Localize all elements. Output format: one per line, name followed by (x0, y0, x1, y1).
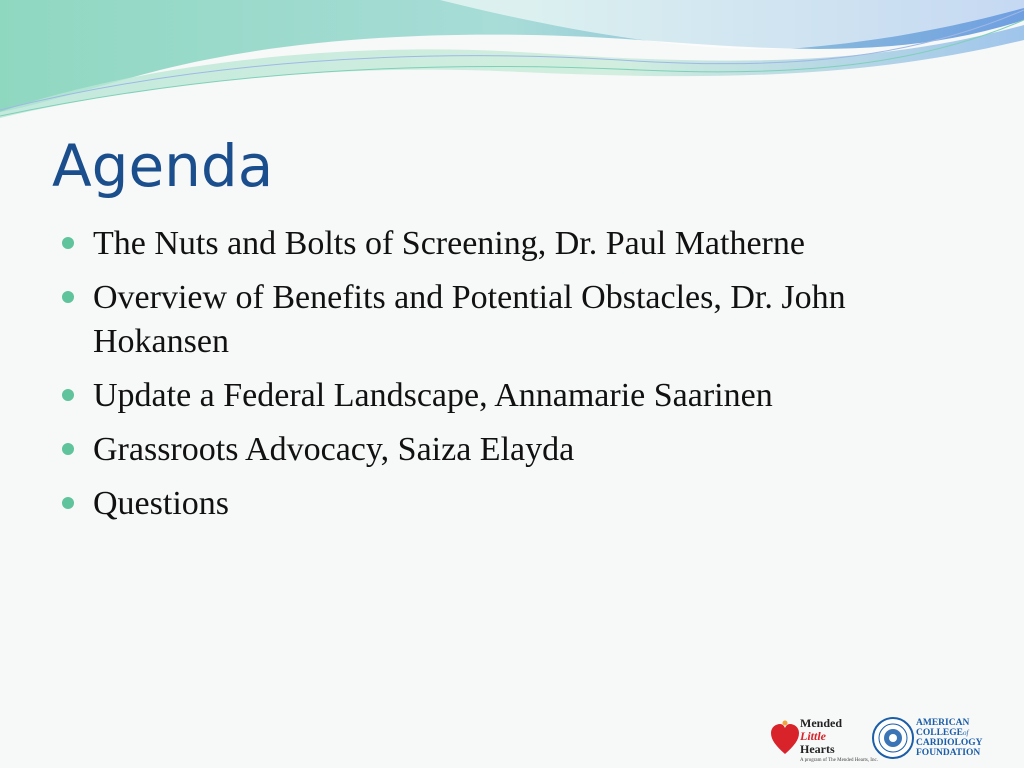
agenda-item (62, 276, 982, 364)
bullet-icon (62, 497, 74, 509)
footer-logos (768, 712, 988, 768)
agenda-item (62, 428, 982, 472)
agenda-item (62, 374, 982, 418)
agenda-item (62, 482, 982, 526)
slide-title: Agenda (52, 132, 274, 200)
accf-college: COLLEGE (916, 728, 963, 738)
mended-little-hearts-heart-icon (770, 720, 800, 756)
little-line: Little (800, 729, 826, 743)
agenda-item-text: Grassroots Advocacy, Saiza Elayda (93, 431, 575, 468)
agenda-item (62, 222, 982, 266)
agenda-item-text: Overview of Benefits and Potential Obstacles, Dr. John Hokansen (93, 279, 846, 360)
header-wave-decoration (0, 0, 1024, 130)
hearts-line: Hearts (800, 742, 835, 756)
agenda-item-text: Update a Federal Landscape, Annamarie Saarinen (93, 377, 773, 414)
agenda-item-text: The Nuts and Bolts of Screening, Dr. Paul Matherne (93, 225, 805, 262)
agenda-item-text: Questions (93, 485, 229, 522)
bullet-icon (62, 291, 74, 303)
bullet-icon (62, 237, 74, 249)
accf-line: FOUNDATION (916, 748, 981, 758)
accf-seal-icon (872, 717, 914, 759)
bullet-icon (62, 389, 74, 401)
accf-logo-text (916, 718, 983, 758)
accf-line: CARDIOLOGY (916, 738, 983, 748)
mended-little-hearts-logo (800, 717, 842, 756)
accf-of: of (963, 729, 969, 737)
mended-line: Mended (800, 716, 842, 730)
mended-tagline: A program of The Mended Hearts, Inc. (800, 758, 878, 763)
agenda-list (62, 222, 982, 536)
accf-line: AMERICAN (916, 718, 970, 728)
bullet-icon (62, 443, 74, 455)
accf-line (916, 728, 983, 738)
